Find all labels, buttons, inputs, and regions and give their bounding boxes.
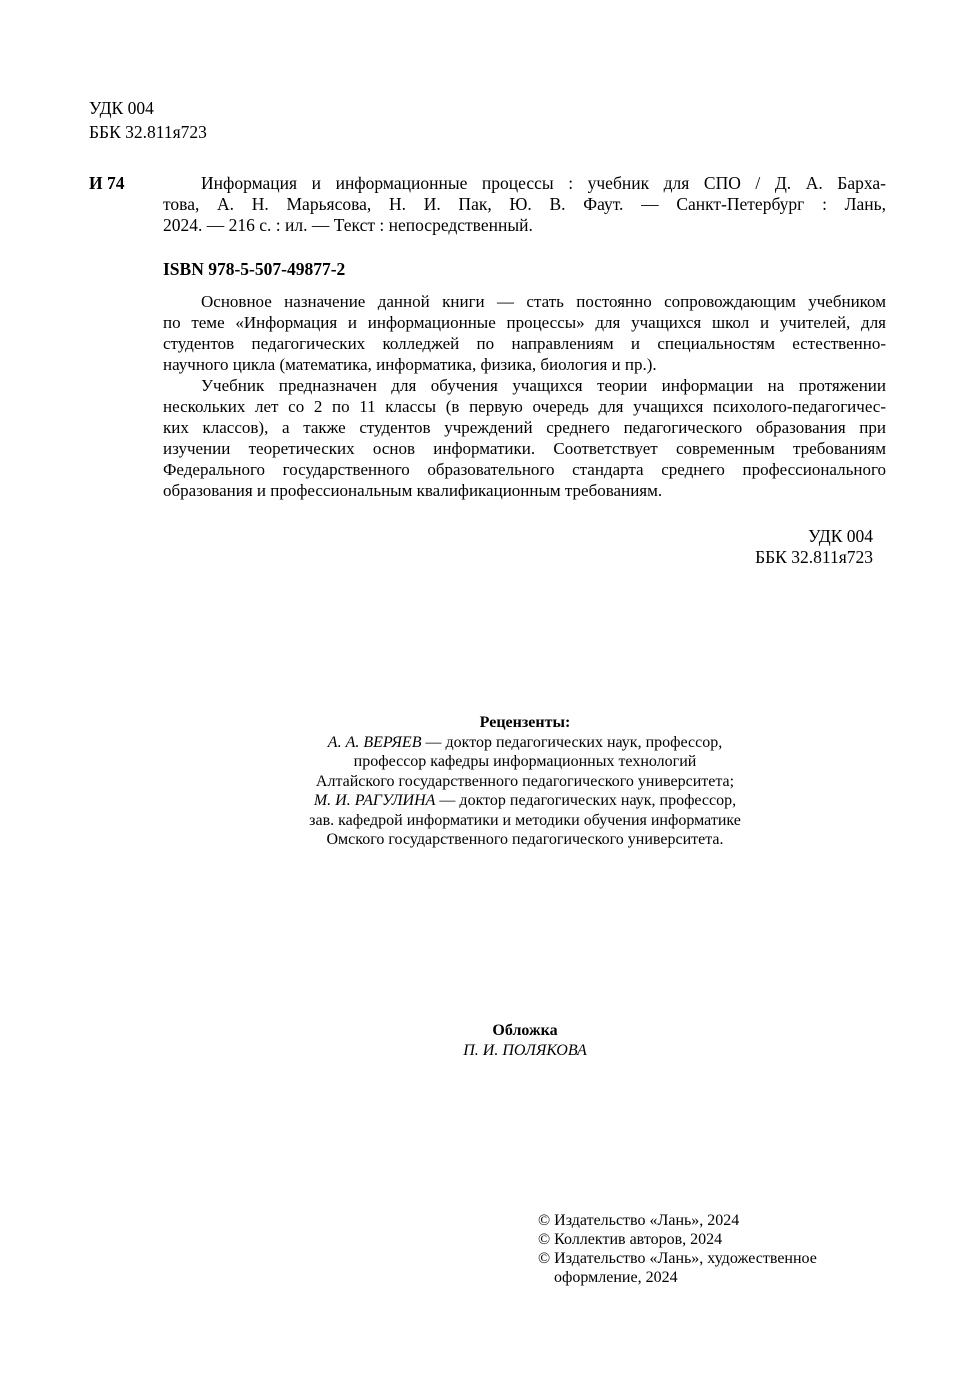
abstract-line: Учебник предназначен для обучения учащихся теории информации на протяжении bbox=[201, 376, 886, 395]
abstract-line: научного цикла (математика, информатика, физика, биология и пр.). bbox=[163, 355, 657, 374]
abstract-line: образования и профессиональным квалификационным требованиям. bbox=[163, 481, 663, 500]
bbk-code-top: ББК 32.811я723 bbox=[89, 122, 207, 142]
reviewer-2-line: М. И. РАГУЛИНА — доктор педагогических наук, профессор, bbox=[313, 792, 737, 809]
cover-block bbox=[0, 1021, 976, 1061]
abstract-line: изучении теоретических основ информатики. Соответствует современным требованиям bbox=[163, 439, 886, 458]
abstract-line: нескольких лет со 2 по 11 классы (в первую очередь для учащихся психолого-педагогичес- bbox=[163, 397, 886, 416]
reviewer-2-name: М. И. РАГУЛИНА bbox=[313, 792, 436, 809]
reviewer-1-university: Алтайского государственного педагогического университета; bbox=[315, 772, 735, 790]
udk-code-right: УДК 004 bbox=[808, 526, 873, 546]
abstract-line: Основное назначение данной книги — стать постоянно сопровождающим учебником bbox=[201, 292, 886, 311]
isbn: ISBN 978-5-507-49877-2 bbox=[163, 259, 346, 279]
abstract-line: по теме «Информация и информационные процессы» для учащихся школ и учителей, для bbox=[163, 313, 886, 332]
reviewers-block bbox=[0, 713, 976, 850]
author-sign: И 74 bbox=[89, 173, 125, 193]
abstract-line: студентов педагогических колледжей по направлениям и специальностям естественно- bbox=[163, 334, 886, 353]
udk-code-top: УДК 004 bbox=[89, 98, 154, 118]
copyright-line: оформление, 2024 bbox=[554, 1269, 678, 1286]
bibliographic-entry bbox=[163, 173, 886, 236]
entry-line: 2024. — 216 с. : ил. — Текст : непосредственный. bbox=[163, 215, 533, 235]
reviewers-heading: Рецензенты: bbox=[479, 714, 571, 731]
entry-line: това, А. Н. Марьясова, Н. И. Пак, Ю. В. Фаут. — Санкт-Петербург : Лань, bbox=[163, 194, 886, 214]
codes-right bbox=[755, 526, 873, 568]
entry-line: Информация и информационные процессы : учебник для СПО / Д. А. Барха- bbox=[201, 173, 886, 193]
copyright-line: © Издательство «Лань», художественное bbox=[538, 1250, 817, 1267]
reviewer-1-position: профессор кафедры информационных технологий bbox=[353, 753, 697, 770]
reviewer-2-university: Омского государственного педагогического университета. bbox=[326, 831, 724, 848]
reviewer-1-name: А. А. ВЕРЯЕВ bbox=[327, 733, 422, 751]
copyright-line: © Коллектив авторов, 2024 bbox=[538, 1231, 723, 1248]
cover-designer: П. И. ПОЛЯКОВА bbox=[463, 1042, 587, 1059]
bbk-code-right: ББК 32.811я723 bbox=[755, 547, 873, 567]
reviewer-1-line: А. А. ВЕРЯЕВ — доктор педагогических наук, профессор, bbox=[327, 733, 723, 751]
abstract-line: ких классов), а также студентов учреждений среднего педагогического образования при bbox=[163, 418, 886, 437]
copyright-block bbox=[538, 1211, 817, 1287]
copyright-line: © Издательство «Лань», 2024 bbox=[538, 1212, 740, 1229]
abstract-line: Федерального государственного образовательного стандарта среднего профессионального bbox=[163, 460, 886, 479]
reviewer-2-position: зав. кафедрой информатики и методики обучения информатике bbox=[309, 811, 741, 829]
abstract bbox=[163, 291, 886, 501]
cover-heading: Обложка bbox=[492, 1022, 558, 1039]
